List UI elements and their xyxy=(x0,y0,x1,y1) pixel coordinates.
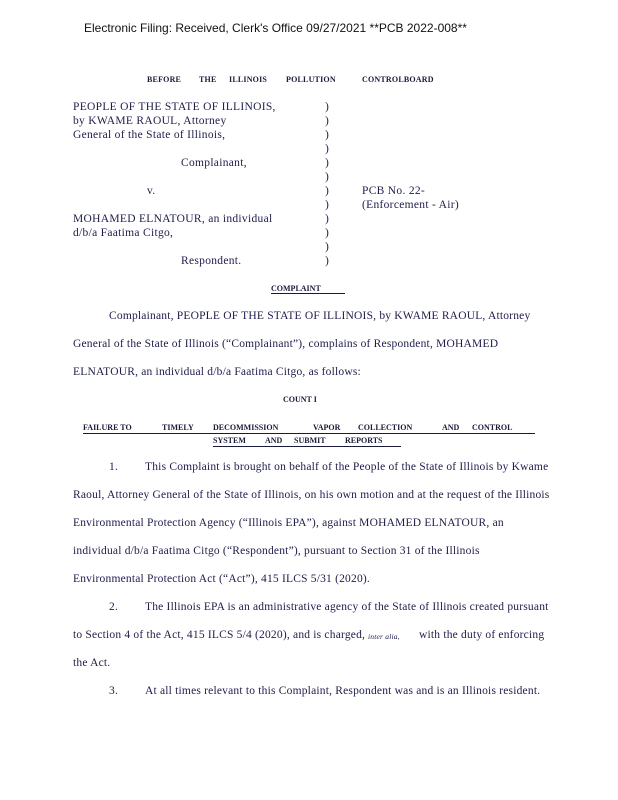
paragraph-2-line: The Illinois EPA is an administrative agency of the State of Illinois created pursuant xyxy=(145,601,549,613)
caption-paren: ) xyxy=(325,157,329,169)
plaintiff-line-1: PEOPLE OF THE STATE OF ILLINOIS, xyxy=(73,101,276,113)
complainant-label: Complainant, xyxy=(181,157,247,169)
case-number: PCB No. 22- xyxy=(362,185,426,197)
intro-line-1: Complainant, PEOPLE OF THE STATE OF ILLINOIS, by KWAME RAOUL, Attorney xyxy=(109,310,531,322)
paragraph-number: 2. xyxy=(109,601,119,613)
caption-paren: ) xyxy=(325,227,329,239)
count-title-word: FAILURE TO xyxy=(83,423,132,432)
defendant-line-1: MOHAMED ELNATOUR, an individual xyxy=(73,213,273,225)
paragraph-2-line: to Section 4 of the Act, 415 ILCS 5/4 (2020), and is charged, xyxy=(73,629,366,641)
count-title-underline xyxy=(213,446,401,447)
paragraph-number: 3. xyxy=(109,685,119,697)
plaintiff-line-3: General of the State of Illinois, xyxy=(73,129,226,141)
count-title-word: REPORTS xyxy=(345,436,383,445)
count-title-word: TIMELY xyxy=(162,423,194,432)
board-word-the: THE xyxy=(199,75,217,84)
plaintiff-line-2: by KWAME RAOUL, Attorney xyxy=(73,115,227,127)
case-type: (Enforcement - Air) xyxy=(362,199,460,211)
caption-paren: ) xyxy=(325,255,329,267)
caption-paren: ) xyxy=(325,241,329,253)
defendant-line-2: d/b/a Faatima Citgo, xyxy=(73,227,174,239)
board-word-pollution: POLLUTION xyxy=(286,75,336,84)
caption-paren: ) xyxy=(325,129,329,141)
paragraph-2-line: the Act. xyxy=(73,657,111,669)
filing-stamp: Electronic Filing: Received, Clerk's Office 09/27/2021 **PCB 2022-008** xyxy=(84,21,467,35)
respondent-label: Respondent. xyxy=(181,255,242,267)
inter-alia-text: inter alia, xyxy=(368,632,400,641)
paragraph-number: 1. xyxy=(109,461,119,473)
caption-paren: ) xyxy=(325,199,329,211)
intro-line-2: General of the State of Illinois (“Complainant”), complains of Respondent, MOHAMED xyxy=(73,338,499,350)
intro-line-3: ELNATOUR, an individual d/b/a Faatima Citgo, as follows: xyxy=(73,366,361,378)
caption-paren: ) xyxy=(325,213,329,225)
caption-paren: ) xyxy=(325,143,329,155)
caption-paren: ) xyxy=(325,171,329,183)
count-title-word: SYSTEM xyxy=(213,436,246,445)
paragraph-1-line: Environmental Protection Agency (“Illinois EPA”), against MOHAMED ELNATOUR, an xyxy=(73,517,504,529)
count-title-word: COLLECTION xyxy=(358,423,413,432)
paragraph-1-line: Environmental Protection Act (“Act”), 415 ILCS 5/31 (2020). xyxy=(73,573,371,585)
paragraph-1-line: This Complaint is brought on behalf of the People of the State of Illinois by Kwame xyxy=(145,461,549,473)
count-title-word: CONTROL xyxy=(472,423,513,432)
paragraph-1-line: individual d/b/a Faatima Citgo (“Respondent”), pursuant to Section 31 of the Illinois xyxy=(73,545,480,557)
count-heading: COUNT I xyxy=(283,395,317,404)
paragraph-3-line: At all times relevant to this Complaint, Respondent was and is an Illinois resident. xyxy=(145,685,541,697)
board-word-illinois: ILLINOIS xyxy=(229,75,268,84)
versus-label: v. xyxy=(147,185,156,197)
board-word-before: BEFORE xyxy=(147,75,182,84)
paragraph-1-line: Raoul, Attorney General of the State of Illinois, on his own motion and at the request of the Illinois xyxy=(73,489,550,501)
board-word-control-board: CONTROLBOARD xyxy=(362,75,434,84)
count-title-word: VAPOR xyxy=(313,423,341,432)
caption-paren: ) xyxy=(325,101,329,113)
count-title-word: AND xyxy=(442,423,460,432)
paragraph-2-line: with the duty of enforcing xyxy=(419,629,545,641)
caption-paren: ) xyxy=(325,185,329,197)
count-title-word: DECOMMISSION xyxy=(213,423,279,432)
caption-paren: ) xyxy=(325,115,329,127)
complaint-heading: COMPLAINT xyxy=(271,284,345,294)
count-title-underline xyxy=(83,433,535,434)
count-title-word: AND xyxy=(265,436,283,445)
count-title-word: SUBMIT xyxy=(294,436,326,445)
